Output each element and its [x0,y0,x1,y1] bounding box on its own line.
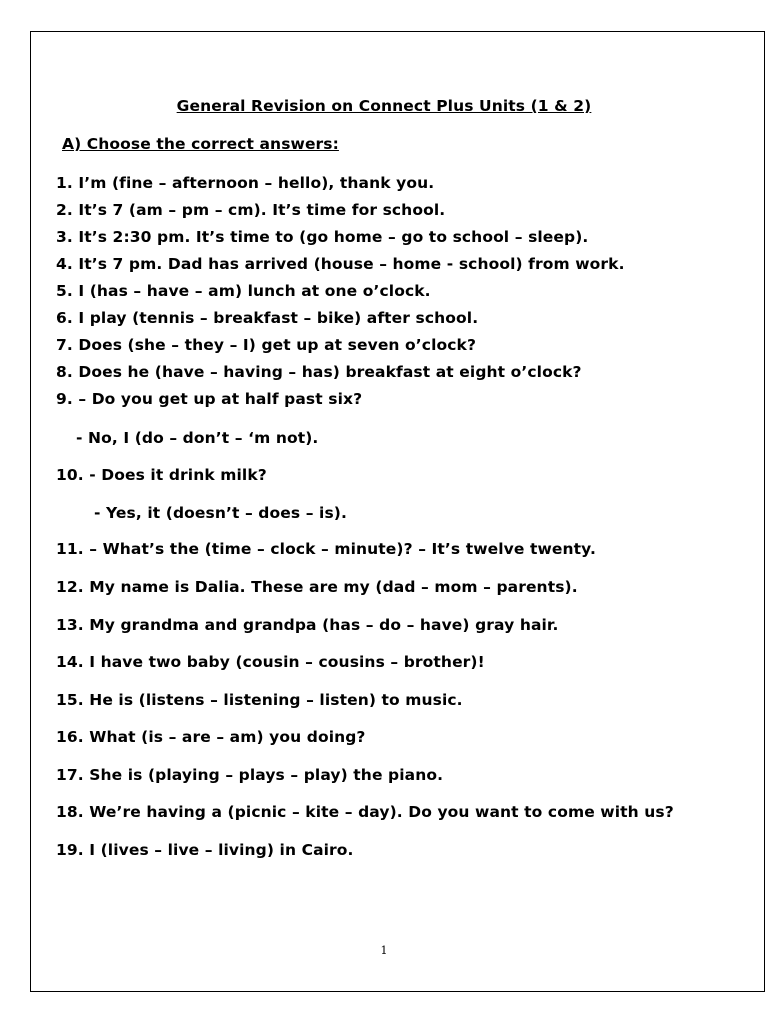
question-19: 19. I (lives – live – living) in Cairo. [56,841,354,859]
question-14: 14. I have two baby (cousin – cousins – brother)! [56,653,485,671]
question-2: 2. It’s 7 (am – pm – cm). It’s time for school. [56,201,446,219]
question-10-answer: - Yes, it (doesn’t – does – is). [94,504,347,522]
question-16: 16. What (is – are – am) you doing? [56,728,366,746]
question-6: 6. I play (tennis – breakfast – bike) after school. [56,309,479,327]
page-number: 1 [380,944,388,957]
question-1: 1. I’m (fine – afternoon – hello), thank you. [56,174,435,192]
question-4: 4. It’s 7 pm. Dad has arrived (house – home - school) from work. [56,255,625,273]
question-7: 7. Does (she – they – I) get up at seven o’clock? [56,336,477,354]
question-17: 17. She is (playing – plays – play) the piano. [56,766,444,784]
question-8: 8. Does he (have – having – has) breakfast at eight o’clock? [56,363,582,381]
question-15: 15. He is (listens – listening – listen) to music. [56,691,463,709]
question-5: 5. I (has – have – am) lunch at one o’clock. [56,282,431,300]
question-18: 18. We’re having a (picnic – kite – day). Do you want to come with us? [56,803,674,821]
question-11: 11. – What’s the (time – clock – minute)? – It’s twelve twenty. [56,540,596,558]
question-13: 13. My grandma and grandpa (has – do – have) gray hair. [56,616,559,634]
question-3: 3. It’s 2:30 pm. It’s time to (go home – go to school – sleep). [56,228,589,246]
question-9-answer: - No, I (do – don’t – ‘m not). [76,429,319,447]
question-10: 10. - Does it drink milk? [56,466,267,484]
question-9: 9. – Do you get up at half past six? [56,390,363,408]
question-12: 12. My name is Dalia. These are my (dad – mom – parents). [56,578,578,596]
section-heading: A) Choose the correct answers: [62,135,339,153]
document-title: General Revision on Connect Plus Units (1 & 2) [176,97,592,115]
